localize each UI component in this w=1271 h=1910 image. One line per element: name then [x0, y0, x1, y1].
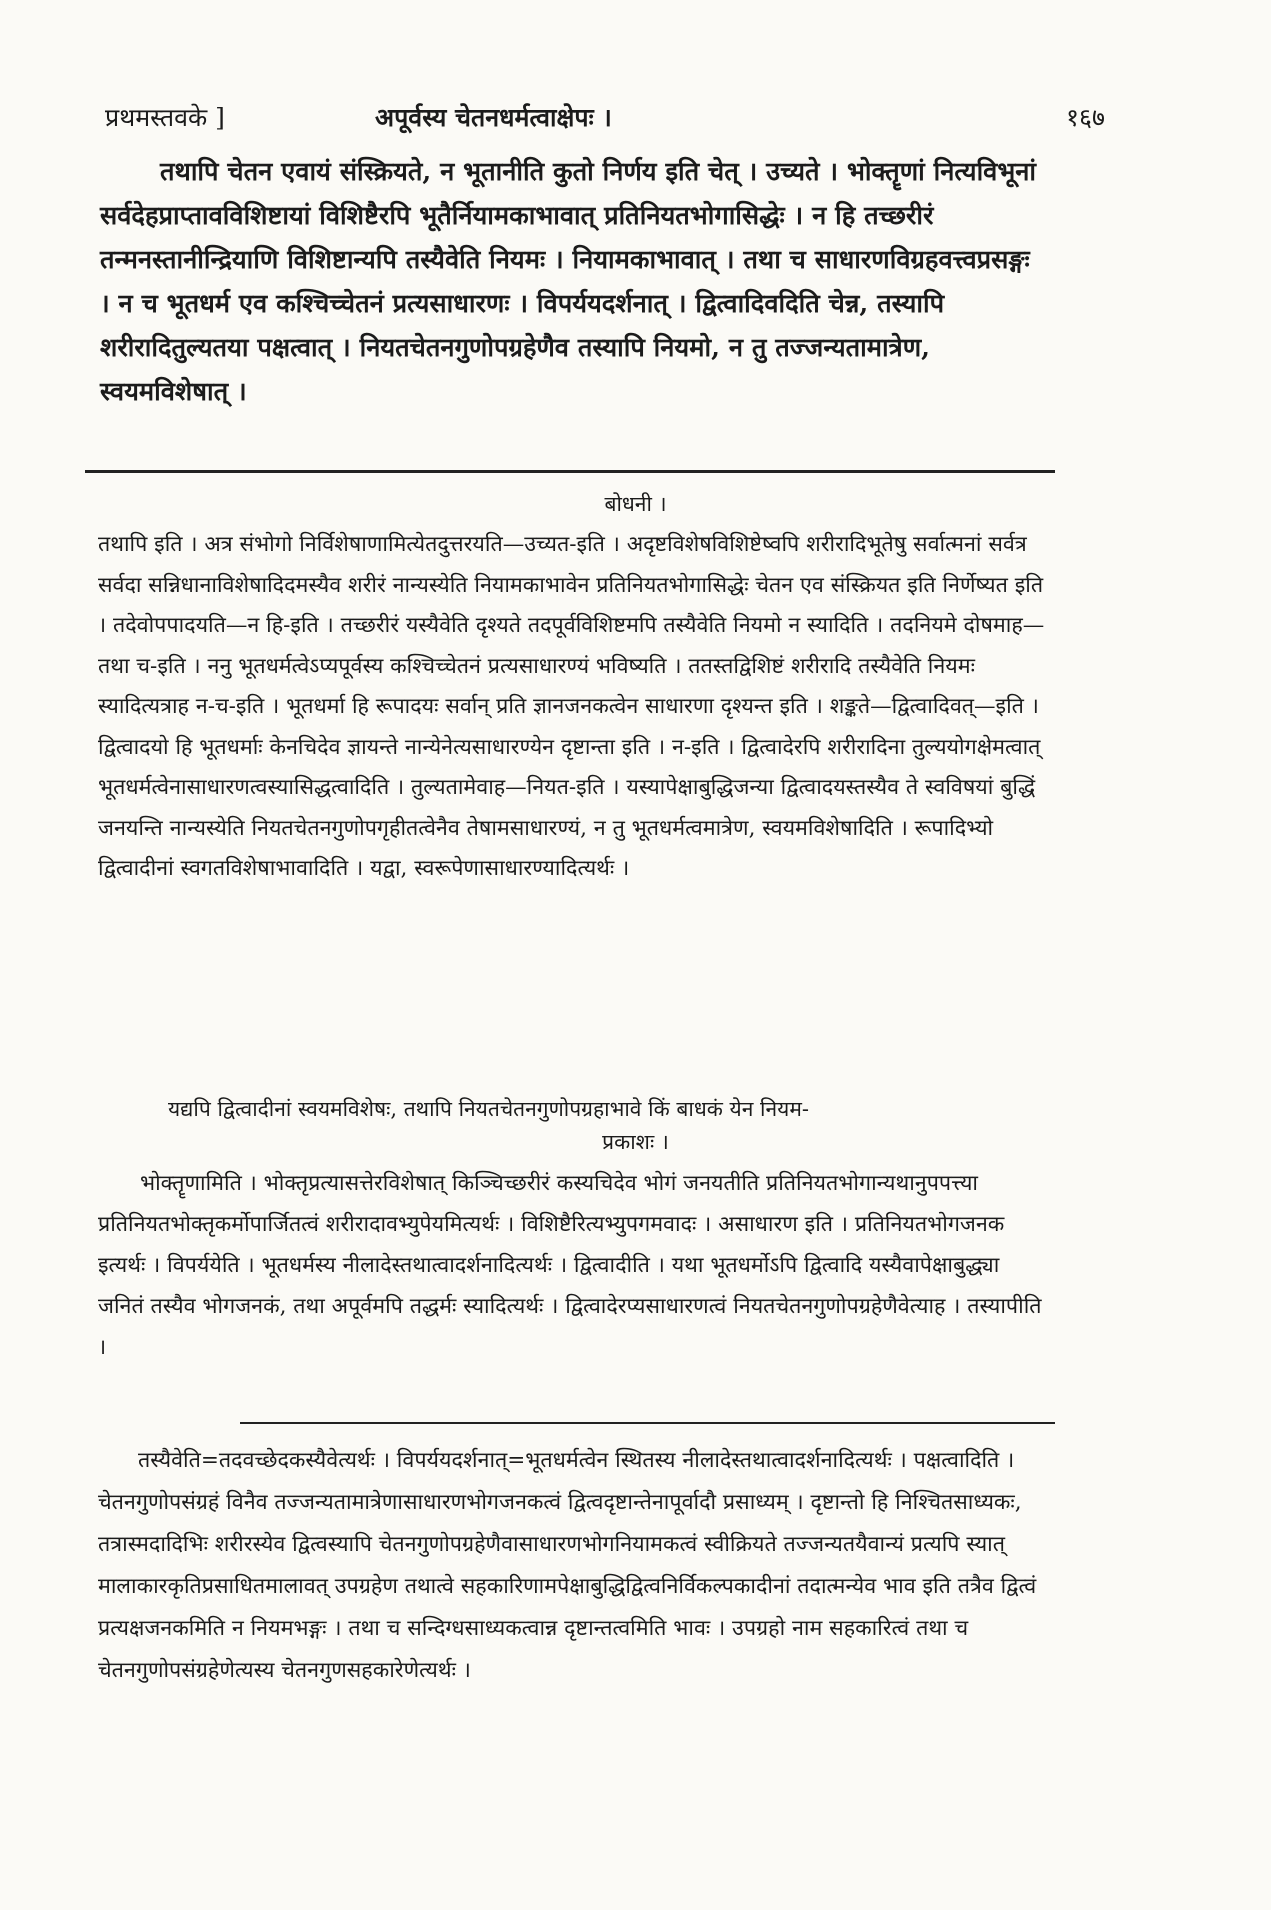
- header-chapter: प्रथमस्तवके ]: [105, 103, 225, 132]
- footnote-commentary: [98, 1440, 1046, 1692]
- prakasha-lead-line: यद्यपि द्वित्वादीनां स्वयमविशेषः, तथापि नियतचेतनगुणोपग्रहाभावे किं बाधकं येन नियम-: [168, 1097, 809, 1121]
- bodhani-commentary: [98, 525, 1046, 890]
- mula-paragraph: तथापि चेतन एवायं संस्क्रियते, न भूतानीति कुतो निर्णय इति चेत् । उच्यते । भोक्तॄणां नित्यविभूनां सर्वदेहप्राप्तावविशिष्टायां विशिष्टैरपि भूतैर्नियामकाभावात् प्रतिनियतभोगासिद्धेः । न हि तच्छरीरं तन्मनस्तानीन्द्रियाणि विशिष्टान्यपि तस्यैवेति नियमः । नियामकाभावात् । तथा च साधारणविग्रहवत्त्वप्रसङ्गः । न च भूतधर्म एव कश्चिच्चेतनं प्रत्यसाधारणः । विपर्ययदर्शनात् । द्वित्वादिवदिति चेन्न, तस्यापि शरीरादितुल्यतया पक्षत्वात् । नियतचेतनगुणोपग्रहेणैव तस्यापि नियमो, न तु तज्जन्यतामात्रेण, स्वयमविशेषात् ।: [100, 157, 1037, 407]
- bodhani-title: बोधनी ।: [604, 492, 667, 516]
- prakasha-paragraph: भोक्तॄणामिति । भोक्तृप्रत्यासत्तेरविशेषात् किञ्चिच्छरीरं कस्यचिदेव भोगं जनयतीति प्रतिनियतभोगान्यथानुपपत्त्या प्रतिनियतभोक्तृकर्मोपार्जितत्वं शरीरादावभ्युपेयमित्यर्थः । विशिष्टैरित्यभ्युपगमवादः । असाधारण इति । प्रतिनियतभोगजनक इत्यर्थः । विपर्ययेति । भूतधर्मस्य नीलादेस्तथात्वादर्शनादित्यर्थः । द्वित्वादीति । यथा भूतधर्मोऽपि द्वित्वादि यस्यैवापेक्षाबुद्ध्या जनितं तस्यैव भोगजनकं, तथा अपूर्वमपि तद्धर्मः स्यादित्यर्थः । द्वित्वादेरप्यसाधारणत्वं नियतचेतनगुणोपग्रहेणैवेत्याह । तस्यापीति ।: [98, 1171, 1042, 1360]
- header-title: अपूर्वस्य चेतनधर्मत्वाक्षेपः ।: [375, 103, 612, 132]
- page-number: १६७: [1065, 103, 1105, 132]
- footnote-divider: [240, 1422, 1055, 1424]
- running-header: [105, 100, 1105, 140]
- footnote-paragraph: तस्यैवेति=तदवच्छेदकस्यैवेत्यर्थः । विपर्ययदर्शनात्=भूतधर्मत्वेन स्थितस्य नीलादेस्तथात्वादर्शनादित्यर्थः । पक्षत्वादिति । चेतनगुणोपसंग्रहं विनैव तज्जन्यतामात्रेणासाधारणभोगजनकत्वं द्वित्वदृष्टान्तेनापूर्वादौ प्रसाध्यम् । दृष्टान्तो हि निश्चितसाध्यकः, तत्रास्मदादिभिः शरीरस्येव द्वित्वस्यापि चेतनगुणोपग्रहेणैवासाधारणभोगनियामकत्वं स्वीक्रियते तज्जन्यतयैवान्यं प्रत्यपि स्यात् मालाकारकृतिप्रसाधितमालावत् उपग्रहेण तथात्वे सहकारिणामपेक्षाबुद्धिद्वित्वनिर्विकल्पकादीनां तदात्मन्येव भाव इति तत्रैव द्वित्वं प्रत्यक्षजनकमिति न नियमभङ्गः । तथा च सन्दिग्धसाध्यकत्वान्न दृष्टान्तत्वमिति भावः । उपग्रहो नाम सहकारित्वं तथा च चेतनगुणोपसंग्रहेणेत्यस्य चेतनगुणसहकारेणेत्यर्थः ।: [98, 1448, 1037, 1683]
- section-divider: [85, 470, 1055, 473]
- mula-text: [100, 150, 1045, 414]
- bodhani-paragraph: तथापि इति । अत्र संभोगो निर्विशेषाणामित्येतदुत्तरयति—उच्यत-इति । अदृष्टविशेषविशिष्टेष्वपि शरीरादिभूतेषु सर्वात्मनां सर्वत्र सर्वदा सन्निधानाविशेषादिदमस्यैव शरीरं नान्यस्येति नियामकाभावेन प्रतिनियतभोगासिद्धेः चेतन एव संस्क्रियत इति निर्णेष्यत इति । तदेवोपपादयति—न हि-इति । तच्छरीरं यस्यैवेति दृश्यते तदपूर्वविशिष्टमपि तस्यैवेति नियमो न स्यादिति । तदनियमे दोषमाह—तथा च-इति । ननु भूतधर्मत्वेऽप्यपूर्वस्य कश्चिच्चेतनं प्रत्यसाधारण्यं भविष्यति । ततस्तद्विशिष्टं शरीरादि तस्यैवेति नियमः स्यादित्यत्राह न-च-इति । भूतधर्मा हि रूपादयः सर्वान् प्रति ज्ञानजनकत्वेन साधारणा दृश्यन्त इति । शङ्कते—द्वित्वादिवत्—इति । द्वित्वादयो हि भूतधर्माः केनचिदेव ज्ञायन्ते नान्येनेत्यसाधारण्येन दृष्टान्ता इति । न-इति । द्वित्वादेरपि शरीरादिना तुल्ययोगक्षेमत्वात् भूतधर्मत्वेनासाधारणत्वस्यासिद्धत्वादिति । तुल्यतामेवाह—नियत-इति । यस्यापेक्षाबुद्धिजन्या द्वित्वादयस्तस्यैव ते स्वविषयां बुद्धिं जनयन्ति नान्यस्येति नियतचेतनगुणोपगृहीतत्वेनैव तेषामसाधारण्यं, न तु भूतधर्मत्वमात्रेण, स्वयमविशेषादिति । रूपादिभ्यो द्वित्वादीनां स्वगतविशेषाभावादिति । यद्वा, स्वरूपेणासाधारण्यादित्यर्थः ।: [98, 532, 1045, 881]
- prakasha-title: प्रकाशः ।: [602, 1130, 669, 1154]
- prakasha-commentary: [98, 1163, 1046, 1368]
